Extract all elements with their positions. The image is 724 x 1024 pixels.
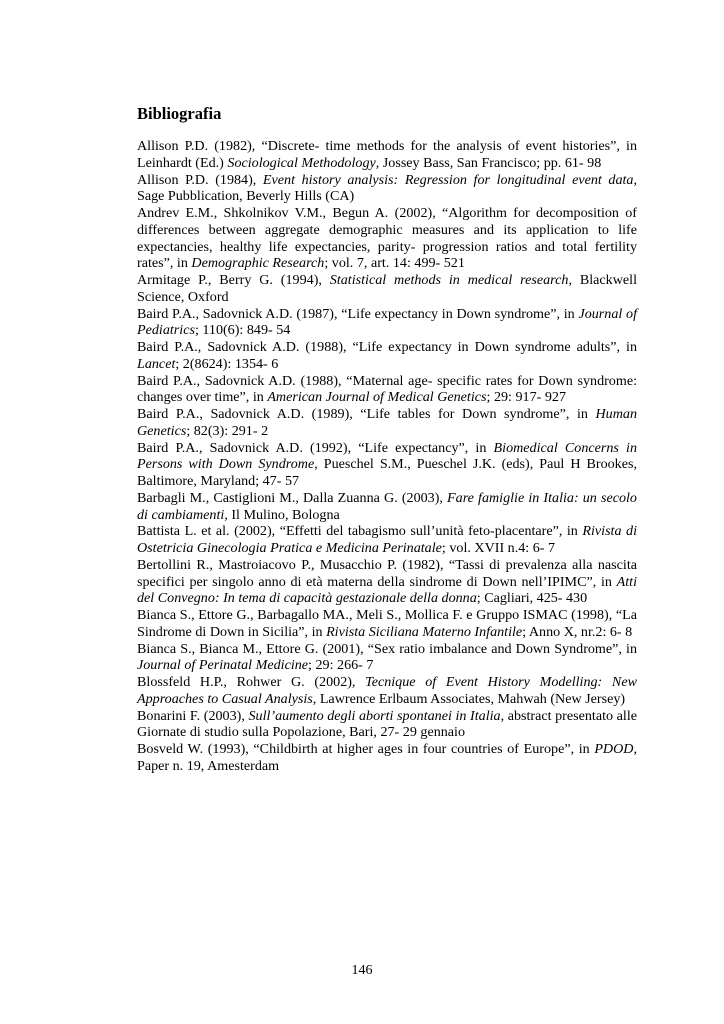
entry-text: , Pueschel S.M., Pueschel J.K. (eds), Paul H Brookes, Baltimore, Maryland; 47- 57: [137, 456, 637, 489]
entry-italic-title: PDOD: [594, 741, 634, 757]
entry-italic-title: Atti del Convegno: In tema di capacità gestazionale della donna: [137, 573, 637, 607]
entry-text: Baird P.A., Sadovnick A.D. (1987), “Life expectancy in Down syndrome”, in: [137, 305, 579, 322]
entry-text: ; Anno X, nr.2: 6- 8: [522, 623, 633, 640]
bibliography-entry: [137, 306, 637, 340]
entry-text: , Sage Pubblication, Beverly Hills (CA): [137, 171, 637, 205]
section-heading: Bibliografia: [137, 104, 222, 123]
bibliography-entry: [137, 641, 637, 675]
entry-text: ; 110(6): 849- 54: [194, 322, 291, 339]
entry-text: Bianca S., Ettore G., Barbagallo MA., Meli S., Mollica F. e Gruppo ISMAC (1998), “La Sindrome di Down in Sicilia”, in: [137, 607, 637, 640]
bibliography-entry: [137, 557, 637, 607]
bibliography-entry: [137, 523, 637, 557]
entry-italic-title: Lancet: [137, 355, 176, 372]
bibliography-list: [137, 138, 637, 775]
entry-text: ; 29: 917- 927: [486, 389, 566, 406]
entry-italic-title: Sull’aumento degli aborti spontanei in Italia: [248, 707, 501, 724]
entry-text: Battista L. et al. (2002), “Effetti del tabagismo sull’unità feto-placentare”, in: [137, 523, 583, 540]
bibliography-entry: [137, 490, 637, 524]
entry-text: ; Cagliari, 425- 430: [476, 590, 588, 607]
entry-italic-title: Journal of Perinatal Medicine: [137, 657, 309, 674]
entry-text: ; 82(3): 291- 2: [186, 422, 269, 439]
entry-italic-title: Statistical methods in medical research: [329, 272, 569, 288]
entry-italic-title: Biomedical Concerns in Persons with Down Syndrome: [137, 439, 637, 473]
entry-italic-title: American Journal of Medical Genetics: [267, 389, 487, 406]
entry-italic-title: Journal of Pediatrics: [137, 305, 637, 339]
bibliography-entry: [137, 373, 637, 407]
entry-text: Baird P.A., Sadovnick A.D. (1988), “Life expectancy in Down syndrome adults”, in: [137, 339, 637, 355]
entry-text: Bosveld W. (1993), “Childbirth at higher ages in four countries of Europe”, in: [137, 741, 595, 757]
entry-text: Andrev E.M., Shkolnikov V.M., Begun A. (2002), “Algorithm for decomposition of differences between aggregate demographic measures and its application to life expectancies, healthy life expectancies, parity- progression ratios and total fertility rates”, in: [137, 205, 637, 272]
entry-text: Barbagli M., Castiglioni M., Dalla Zuanna G. (2003),: [137, 489, 448, 506]
entry-text: ; 2(8624): 1354- 6: [175, 355, 279, 372]
entry-text: Baird P.A., Sadovnick A.D. (1992), “Life expectancy”, in: [137, 439, 494, 456]
entry-text: ; vol. XVII n.4: 6- 7: [441, 540, 556, 556]
entry-text: Bertollini R., Mastroiacovo P., Musacchio P. (1982), “Tassi di prevalenza alla nascita specifici per singolo anno di età materna della sindrome di Down nell’IPIMC”, in: [137, 556, 637, 590]
bibliography-entry: [137, 607, 637, 641]
bibliography-entry: [137, 205, 637, 272]
entry-text: , Il Mulino, Bologna: [224, 506, 340, 523]
entry-text: , Paper n. 19, Amesterdam: [137, 741, 637, 774]
bibliography-entry: [137, 172, 637, 206]
entry-text: ; vol. 7, art. 14: 499- 521: [324, 255, 465, 272]
entry-text: Bianca S., Bianca M., Ettore G. (2001), “Sex ratio imbalance and Down Syndrome”, in: [137, 640, 637, 657]
bibliography-entry: [137, 440, 637, 490]
entry-text: Baird P.A., Sadovnick A.D. (1988), “Maternal age- specific rates for Down syndrome: changes over time”, in: [137, 372, 637, 406]
entry-text: , Blackwell Science, Oxford: [137, 272, 637, 305]
bibliography-entry: [137, 339, 637, 373]
entry-italic-title: Sociological Methodology: [227, 154, 376, 171]
entry-italic-title: Event history analysis: Regression for longitudinal event data: [262, 171, 634, 188]
page-number: 146: [351, 963, 373, 978]
entry-text: , abstract presentato alle Giornate di studio sulla Popolazione, Bari, 27- 29 gennaio: [137, 707, 637, 741]
entry-text: Armitage P., Berry G. (1994),: [137, 272, 330, 288]
bibliography-entry: [137, 674, 637, 708]
entry-italic-title: Rivista di Ostetricia Ginecologia Pratica e Medicina Perinatale: [137, 523, 637, 556]
entry-italic-title: Tecnique of Event History Modelling: New Approaches to Casual Analysis: [137, 674, 637, 707]
bibliography-entry: [137, 406, 637, 440]
entry-text: Allison P.D. (1982), “Discrete- time methods for the analysis of event histories”, in Leinhardt (Ed.): [137, 138, 637, 171]
entry-text: Blossfeld H.P., Rohwer G. (2002),: [137, 674, 366, 690]
entry-text: , Lawrence Erlbaum Associates, Mahwah (New Jersey): [312, 690, 626, 707]
entry-italic-title: Rivista Siciliana Materno Infantile: [326, 623, 523, 640]
bibliography-entry: [137, 708, 637, 742]
bibliography-entry: [137, 138, 637, 172]
entry-italic-title: Demographic Research: [191, 255, 325, 272]
entry-text: , Jossey Bass, San Francisco; pp. 61- 98: [375, 154, 602, 171]
entry-italic-title: Human Genetics: [137, 406, 637, 439]
bibliography-entry: [137, 741, 637, 775]
entry-text: Baird P.A., Sadovnick A.D. (1989), “Life tables for Down syndrome”, in: [137, 406, 596, 422]
bibliography-entry: [137, 272, 637, 306]
entry-text: ; 29: 266- 7: [308, 657, 374, 674]
entry-text: Bonarini F. (2003),: [137, 707, 249, 724]
entry-text: Allison P.D. (1984),: [137, 171, 263, 188]
entry-italic-title: Fare famiglie in Italia: un secolo di cambiamenti: [137, 489, 637, 523]
